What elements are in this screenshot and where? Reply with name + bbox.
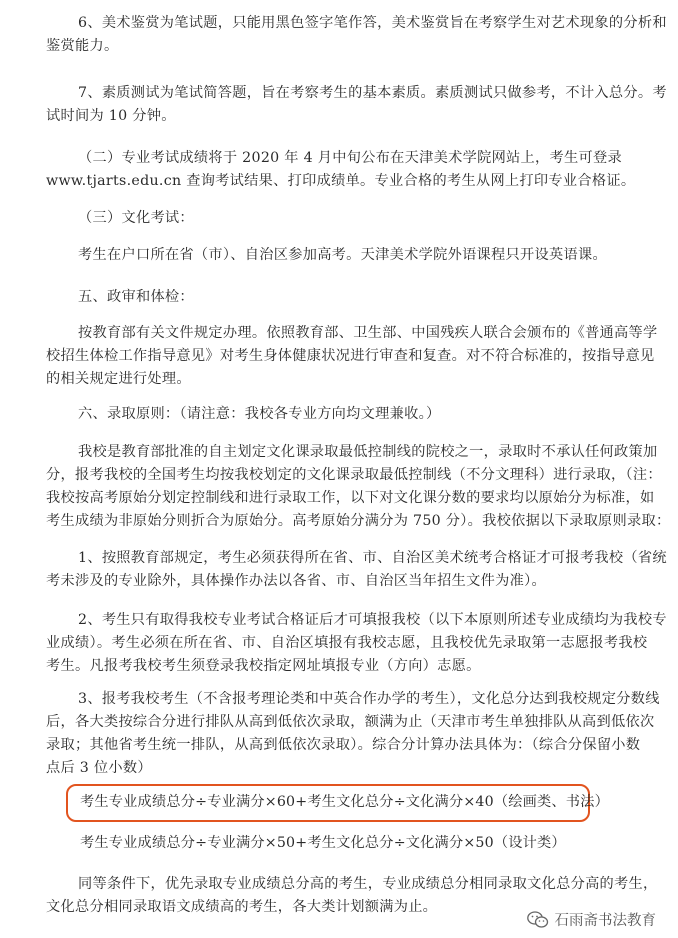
section-6-body (46, 441, 671, 533)
text-line: 考未涉及的专业除外，具体操作办法以各省、市、自治区当年招生文件为准）。 (46, 573, 546, 589)
section-6-title: 六、录取原则：（请注意：我校各专业方向均文理兼收。） (78, 406, 441, 422)
text-line: 的相关规定进行处理。 (46, 371, 191, 387)
text-line: 我校按高考原始分划定控制线和进行录取工作，以下对文化课分数的要求均以原始分为标准，如 (46, 490, 655, 506)
watermark (523, 907, 661, 932)
paragraph-rule-7 (46, 82, 667, 128)
text-line: 试时间为 10 分钟。 (46, 108, 176, 124)
section-3-title: （三）文化考试： (78, 210, 194, 226)
text-line: 录取；其他省考生统一排队，从高到低依次录取）。综合分计算办法具体为：（综合分保留小数 (46, 737, 641, 753)
text-line: 考生成绩为非原始分则折合为原始分。高考原始分满分为 750 分）。我校依据以下录取原则录取： (46, 513, 671, 529)
text-line: 2、考生只有取得我校专业考试合格证后才可填报我校（以下本原则所述专业成绩均为我校专 (78, 612, 667, 628)
paragraph-section-2 (46, 147, 646, 193)
text-line: 3、报考我校考生（不含报考理论类和中英合作办学的考生），文化总分达到我校规定分数线 (78, 691, 660, 707)
text-line: 1、按照教育部规定，考生必须获得所在省、市、自治区美术统考合格证才可报考我校（省统 (78, 550, 667, 566)
rule-2 (46, 609, 667, 678)
wechat-icon (527, 911, 549, 929)
text-line: 点后 3 位小数） (46, 760, 152, 776)
text-line: 考生。凡报考我校考生须登录我校指定网址填报专业（方向）志愿。 (46, 658, 481, 674)
text-line: 文化总分相同录取语文成绩高的考生，各大类计划额满为止。 (46, 899, 438, 915)
text-line: 后，各大类按综合分进行排队从高到低依次录取，额满为止（天津市考生单独排队从高到低依次 (46, 714, 655, 730)
text-line: 业成绩）。考生必须在所在省、市、自治区填报有我校志愿，且我校优先录取第一志愿报考我校 (46, 635, 648, 651)
formula-design: 考生专业成绩总分÷专业满分×50+考生文化总分÷文化满分×50（设计类） (80, 835, 566, 851)
formula-painting-calligraphy: 考生专业成绩总分÷专业满分×60+考生文化总分÷文化满分×40（绘画类、书法） (80, 794, 609, 810)
text-line: 我校是教育部批准的自主划定文化课录取最低控制线的院校之一，录取时不承认任何政策加 (78, 444, 658, 460)
section-5-body (46, 322, 658, 391)
text-line: 7、素质测试为笔试简答题，旨在考察考生的基本素质。素质测试只做参考，不计入总分。考 (78, 85, 667, 101)
rule-3 (46, 688, 660, 780)
text-line: 分，报考我校的全国考生均按我校划定的文化课录取最低控制线（不分文理科）进行录取，（注： (46, 467, 662, 483)
paragraph-rule-6 (46, 12, 667, 58)
section-5-title: 五、政审和体检： (78, 289, 194, 305)
watermark-text: 石雨斋书法教育 (554, 913, 656, 929)
rule-1 (46, 547, 667, 593)
text-line: 按教育部有关文件规定办理。依照教育部、卫生部、中国残疾人联合会颁布的《普通高等学 (78, 325, 658, 341)
text-line: www.tjarts.edu.cn 查询考试结果、打印成绩单。专业合格的考生从网上打印专业合格证。 (46, 173, 636, 189)
section-3-body: 考生在户口所在省（市）、自治区参加高考。天津美术学院外语课程只开设英语课。 (78, 247, 607, 263)
text-line: 6、美术鉴赏为笔试题，只能用黑色签字笔作答，美术鉴赏旨在考察学生对艺术现象的分析和 (78, 15, 667, 31)
text-line: （二）专业考试成绩将于 2020 年 4 月中旬公布在天津美术学院网站上，考生可登录 (78, 150, 622, 166)
text-line: 校招生体检工作指导意见》对考生身体健康状况进行审查和复查。对不符合标准的，按指导意见 (46, 348, 655, 364)
text-line: 同等条件下，优先录取专业成绩总分高的考生，专业成绩总分相同录取文化总分高的考生， (78, 876, 658, 892)
text-line: 鉴赏能力。 (46, 38, 119, 54)
